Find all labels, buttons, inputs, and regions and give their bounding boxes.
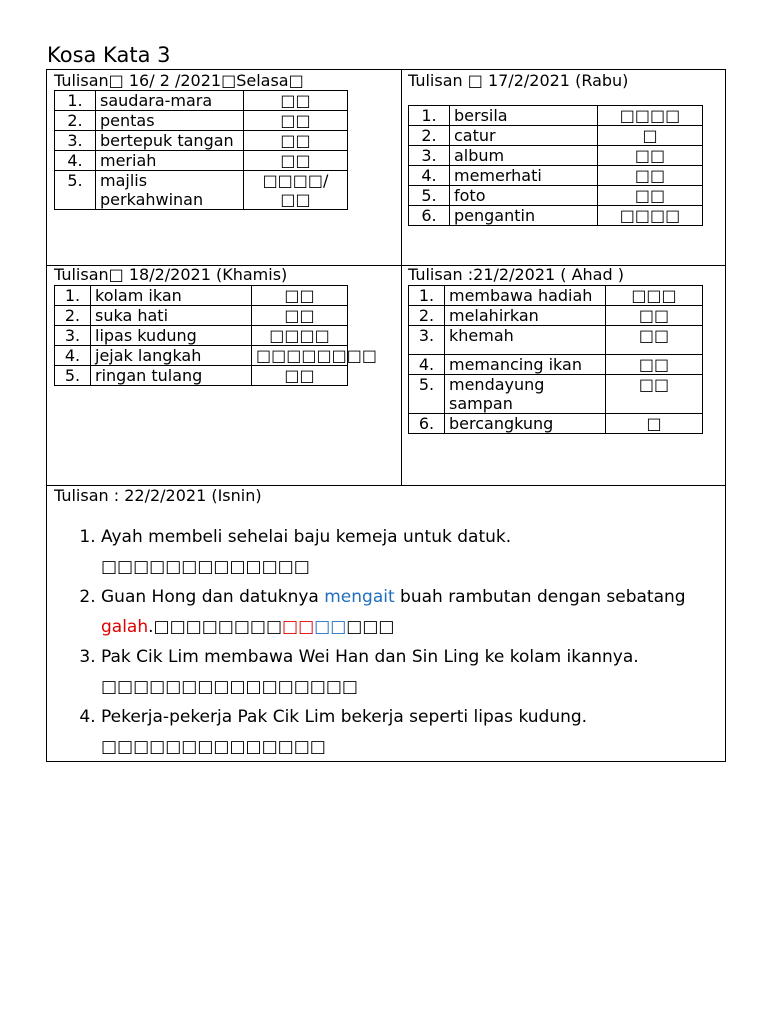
row-number: 1.	[409, 286, 445, 306]
malay-word: memancing ikan	[445, 355, 606, 375]
table-row	[409, 355, 703, 375]
highlight-word: □□	[282, 617, 315, 637]
table-row	[409, 146, 703, 166]
table-row	[409, 306, 703, 326]
row-number: 1.	[55, 286, 91, 306]
chinese-word: □□	[598, 146, 703, 166]
chinese-word: □□□	[606, 286, 703, 306]
row-number: 6.	[409, 414, 445, 434]
malay-word: melahirkan	[445, 306, 606, 326]
section-heading: Tulisan :21/2/2021 ( Ahad )	[408, 265, 624, 284]
chinese-word: □□□□/□□	[244, 171, 348, 210]
text-segment: □□□	[346, 617, 395, 637]
table-row	[409, 414, 703, 434]
table-row	[55, 111, 348, 131]
table-row	[55, 306, 348, 326]
malay-word: catur	[450, 126, 598, 146]
malay-word: bertepuk tangan	[96, 131, 244, 151]
table-row	[409, 286, 703, 306]
table-row	[409, 326, 703, 355]
chinese-word: □□	[244, 151, 348, 171]
row-number: 4.	[55, 151, 96, 171]
row-number: 6.	[409, 206, 450, 226]
row-number: 3.	[409, 146, 450, 166]
table-row	[55, 91, 348, 111]
chinese-word: □□	[244, 111, 348, 131]
chinese-word: □□	[598, 166, 703, 186]
row-number: 5.	[409, 186, 450, 206]
chinese-word: □□	[606, 375, 703, 414]
row-number: 5.	[55, 171, 96, 210]
malay-word: majlis perkahwinan	[96, 171, 244, 210]
malay-word: suka hati	[91, 306, 252, 326]
row-number: 5.	[55, 366, 91, 386]
malay-word: lipas kudung	[91, 326, 252, 346]
chinese-word: □□	[252, 306, 348, 326]
section-heading: Tulisan : 22/2/2021 (Isnin)	[54, 486, 262, 505]
table-row	[55, 326, 348, 346]
row-number: 2.	[55, 111, 96, 131]
highlight-word: □□	[314, 617, 347, 637]
table-row	[55, 346, 348, 366]
chinese-sentence	[154, 617, 395, 637]
malay-sentence: Ayah membeli sehelai baju kemeja untuk datuk.	[101, 527, 512, 547]
table-row	[55, 286, 348, 306]
section-heading: Tulisan□ 16/ 2 /2021□Selasa□	[54, 71, 304, 90]
table-row	[409, 126, 703, 146]
chinese-word: □□□□	[598, 206, 703, 226]
table-row	[409, 206, 703, 226]
malay-word: meriah	[96, 151, 244, 171]
table-row	[409, 166, 703, 186]
malay-word: mendayung sampan	[445, 375, 606, 414]
malay-sentence: Pekerja-pekerja Pak Cik Lim bekerja seperti lipas kudung.	[101, 707, 588, 727]
page-title: Kosa Kata 3	[47, 43, 171, 67]
chinese-word: □	[598, 126, 703, 146]
malay-word: pengantin	[450, 206, 598, 226]
malay-sentence: Pak Cik Lim membawa Wei Han dan Sin Ling ke kolam ikannya.	[101, 647, 639, 667]
chinese-word: □□	[252, 286, 348, 306]
row-number: 2.	[409, 306, 445, 326]
column-divider	[401, 70, 402, 485]
chinese-word: □□	[244, 131, 348, 151]
malay-word: saudara-mara	[96, 91, 244, 111]
malay-word: membawa hadiah	[445, 286, 606, 306]
row-number: 5.	[409, 375, 445, 414]
malay-word: pentas	[96, 111, 244, 131]
malay-word: bersila	[450, 106, 598, 126]
malay-word: bercangkung	[445, 414, 606, 434]
chinese-word: □□□□	[598, 106, 703, 126]
table-row	[55, 366, 348, 386]
sentence-item	[101, 702, 741, 762]
vocab-table	[408, 105, 703, 226]
malay-word: khemah	[445, 326, 606, 355]
chinese-word: □□	[606, 355, 703, 375]
chinese-word: □	[606, 414, 703, 434]
row-number: 1.	[409, 106, 450, 126]
worksheet-grid	[46, 69, 726, 762]
table-row	[55, 151, 348, 171]
malay-word: ringan tulang	[91, 366, 252, 386]
chinese-word: □□	[606, 306, 703, 326]
malay-word: album	[450, 146, 598, 166]
chinese-word: □□□□□□□□	[252, 346, 348, 366]
malay-word: jejak langkah	[91, 346, 252, 366]
sentence-item	[101, 522, 741, 582]
row-number: 4.	[409, 166, 450, 186]
malay-word: foto	[450, 186, 598, 206]
text-segment: Guan Hong dan datuknya	[101, 587, 325, 607]
chinese-sentence: □□□□□□□□□□□□□□	[101, 737, 326, 757]
chinese-word: □□	[606, 326, 703, 355]
sentence-item	[101, 642, 741, 702]
row-number: 2.	[409, 126, 450, 146]
row-number: 1.	[55, 91, 96, 111]
row-number: 4.	[55, 346, 91, 366]
vocab-table	[54, 90, 348, 210]
row-number: 3.	[409, 326, 445, 355]
highlight-word: mengait	[324, 587, 395, 607]
malay-word: kolam ikan	[91, 286, 252, 306]
chinese-word: □□	[252, 366, 348, 386]
chinese-sentence: □□□□□□□□□□□□□	[101, 557, 310, 577]
text-segment: .	[148, 617, 154, 637]
section-heading: Tulisan□ 18/2/2021 (Khamis)	[54, 265, 288, 284]
chinese-sentence: □□□□□□□□□□□□□□□□	[101, 677, 358, 697]
chinese-word: □□	[244, 91, 348, 111]
row-number: 2.	[55, 306, 91, 326]
table-row	[409, 186, 703, 206]
vocab-table	[54, 285, 377, 386]
sentence-item	[101, 582, 741, 642]
text-segment: buah rambutan dengan sebatang	[394, 587, 686, 607]
table-row	[409, 106, 703, 126]
highlight-word: galah	[101, 617, 149, 637]
chinese-word: □□	[598, 186, 703, 206]
row-number: 3.	[55, 131, 96, 151]
table-row	[55, 131, 348, 151]
vocab-table	[408, 285, 703, 434]
row-number: 4.	[409, 355, 445, 375]
malay-word: memerhati	[450, 166, 598, 186]
sentence-list	[65, 522, 741, 762]
text-segment: □□□□□□□□	[153, 617, 283, 637]
section-heading: Tulisan □ 17/2/2021 (Rabu)	[408, 71, 629, 90]
chinese-word: □□□□	[252, 326, 348, 346]
row-number: 3.	[55, 326, 91, 346]
table-row	[55, 171, 348, 210]
table-row	[409, 375, 703, 414]
